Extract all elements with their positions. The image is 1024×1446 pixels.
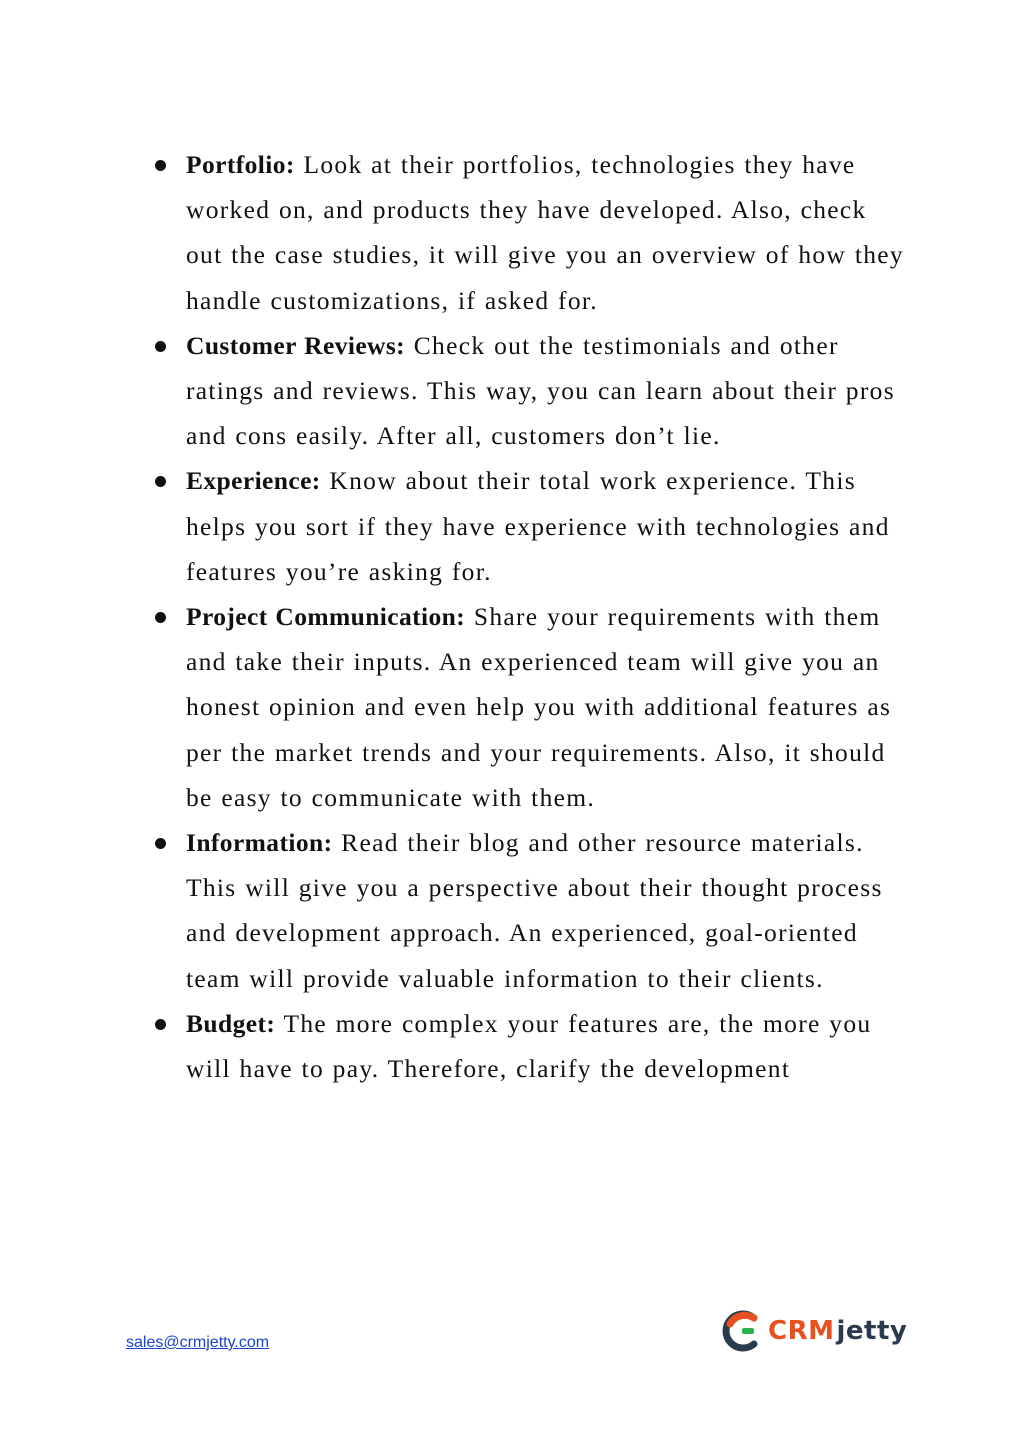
- logo-crm-text: CRM: [768, 1316, 835, 1346]
- crmjetty-logo: [720, 1306, 907, 1356]
- bullet-icon: [155, 160, 166, 171]
- list-item-text: Check out the testimonials and other ratings and reviews. This way, you can learn about their pros and cons easily. After all, customers don’t lie.: [186, 330, 895, 451]
- list-item-term: Project Communication:: [186, 602, 466, 632]
- list-item-text: Read their blog and other resource materials. This will give you a perspective about their thought process and development approach. An experienced, goal-oriented team will provide valuable information to their clients.: [186, 828, 883, 993]
- footer-email-link[interactable]: sales@crmjetty.com: [126, 1334, 270, 1351]
- list-item-term: Information:: [186, 828, 333, 858]
- list-item-customer-reviews: [0, 323, 1024, 459]
- bullet-icon: [155, 1019, 166, 1030]
- list-item-term: Experience:: [186, 466, 321, 496]
- crmjetty-logo-icon: [720, 1309, 764, 1353]
- logo-jetty-text: jetty: [836, 1316, 908, 1346]
- list-item-information: [0, 820, 1024, 1001]
- list-item-budget: [0, 1001, 1024, 1091]
- bullet-icon: [155, 341, 166, 352]
- bullet-icon: [155, 612, 166, 623]
- bullet-icon: [155, 476, 166, 487]
- list-item-experience: [0, 458, 1024, 594]
- logo-wordmark: [768, 1316, 907, 1346]
- list-item-text: Share your requirements with them and take their inputs. An experienced team will give you an honest opinion and even help you with additional features as per the market trends and your requirements. Also, it should be easy to communicate with them.: [186, 602, 892, 812]
- list-item-text: Know about their total work experience. This helps you sort if they have experience with technologies and features you’re asking for.: [186, 466, 890, 586]
- list-item-term: Customer Reviews:: [186, 330, 406, 360]
- list-item-text: The more complex your features are, the more you will have to pay. Therefore, clarify the development: [186, 1008, 872, 1084]
- list-item-text: Look at their portfolios, technologies they have worked on, and products they have developed. Also, check out the case studies, it will give you an overview of how they handle customizations, if asked for.: [186, 150, 904, 315]
- list-item-project-communication: [0, 594, 1024, 820]
- list-item-term: Budget:: [186, 1008, 276, 1038]
- list-item-term: Portfolio:: [186, 150, 295, 179]
- list-item-portfolio: [0, 142, 1024, 323]
- criteria-list: [0, 142, 1024, 1091]
- document-body: [0, 142, 1024, 1091]
- bullet-icon: [155, 838, 166, 849]
